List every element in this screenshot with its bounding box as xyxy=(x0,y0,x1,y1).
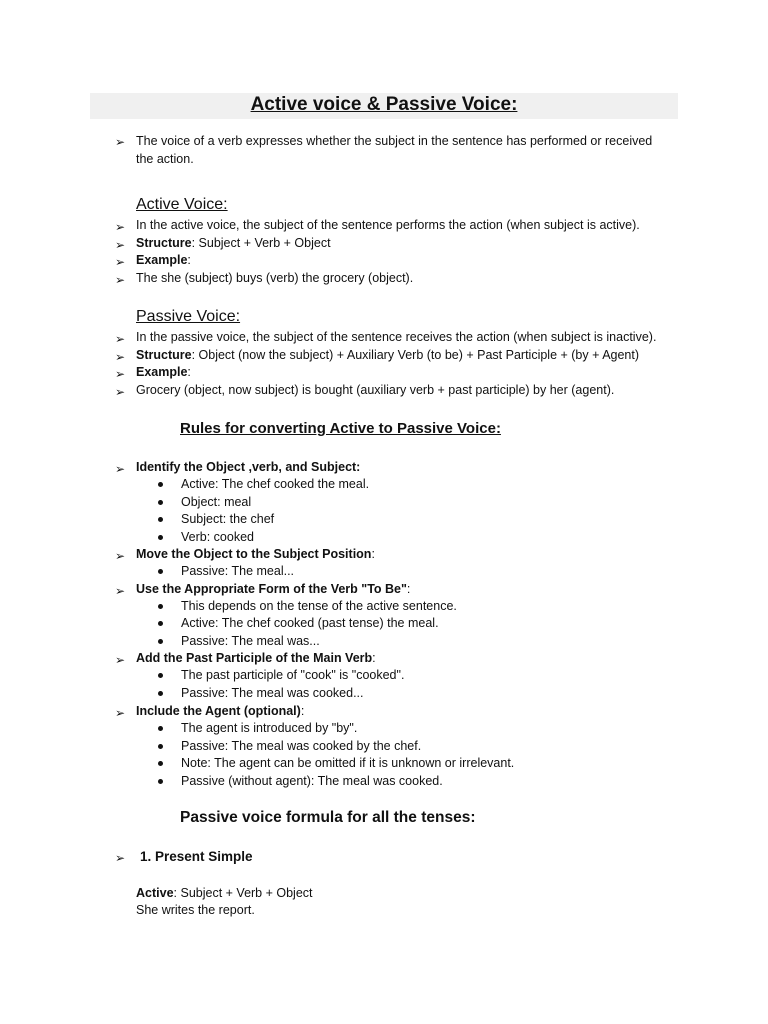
round-bullet-icon xyxy=(158,761,163,766)
arrowhead-bullet-icon: ➢ xyxy=(115,350,126,364)
round-bullet-icon xyxy=(158,482,163,487)
round-bullet-icon xyxy=(158,744,163,749)
formula-heading: Passive voice formula for all the tenses: xyxy=(180,809,476,826)
example-label: Example xyxy=(136,365,188,379)
example-label: Example xyxy=(136,253,188,267)
arrowhead-bullet-icon: ➢ xyxy=(115,273,126,287)
passive-example-label xyxy=(136,365,191,379)
formula-example: She writes the report. xyxy=(136,903,255,917)
structure-label: Structure xyxy=(136,236,192,250)
rule-3-item: This depends on the tense of the active sentence. xyxy=(181,599,457,613)
round-bullet-icon xyxy=(158,621,163,626)
round-bullet-icon xyxy=(158,726,163,731)
arrowhead-bullet-icon: ➢ xyxy=(115,851,126,865)
example-colon: : xyxy=(187,253,191,267)
rule-5-item: Passive (without agent): The meal was cooked. xyxy=(181,774,443,788)
intro-text: The voice of a verb expresses whether the subject in the sentence has performed or received the action. xyxy=(136,134,653,166)
active-example: The she (subject) buys (verb) the grocery (object). xyxy=(136,271,414,285)
passive-voice-heading: Passive Voice: xyxy=(136,308,241,325)
rule-3-label: Use the Appropriate Form of the Verb "To Be": xyxy=(136,582,411,596)
active-structure xyxy=(136,236,331,250)
rule-1-item: Subject: the chef xyxy=(181,512,275,526)
arrowhead-bullet-icon: ➢ xyxy=(115,653,126,667)
arrowhead-bullet-icon: ➢ xyxy=(115,332,126,346)
rules-heading: Rules for converting Active to Passive Voice: xyxy=(180,420,501,437)
example-colon: : xyxy=(187,365,191,379)
passive-example: Grocery (object, now subject) is bought (auxiliary verb + past participle) by her (agent). xyxy=(136,383,615,397)
round-bullet-icon xyxy=(158,569,163,574)
arrowhead-bullet-icon: ➢ xyxy=(115,385,126,399)
arrowhead-bullet-icon: ➢ xyxy=(115,584,126,598)
rule-1-label: Identify the Object ,verb, and Subject: xyxy=(136,460,361,474)
round-bullet-icon xyxy=(158,639,163,644)
round-bullet-icon xyxy=(158,604,163,609)
page-title: Active voice & Passive Voice: xyxy=(250,94,518,115)
structure-text: : Subject + Verb + Object xyxy=(191,236,331,250)
rule-3-item: Active: The chef cooked (past tense) the meal. xyxy=(181,616,439,630)
round-bullet-icon xyxy=(158,673,163,678)
rule-2-item: Passive: The meal... xyxy=(181,564,295,578)
arrowhead-bullet-icon: ➢ xyxy=(115,549,126,563)
rule-1-item: Active: The chef cooked the meal. xyxy=(181,477,370,491)
round-bullet-icon xyxy=(158,535,163,540)
rule-1-item: Object: meal xyxy=(181,495,252,509)
formula-active: Active: Subject + Verb + Object xyxy=(136,886,313,900)
rule-4-item: The past participle of "cook" is "cooked". xyxy=(181,668,405,682)
passive-structure xyxy=(136,348,639,362)
arrowhead-bullet-icon: ➢ xyxy=(115,367,126,381)
structure-text: : Object (now the subject) + Auxiliary Verb (to be) + Past Participle + (by + Agent) xyxy=(191,348,640,362)
rule-5-item: The agent is introduced by "by". xyxy=(181,721,358,735)
active-voice-heading: Active Voice: xyxy=(136,196,228,213)
rule-5-item: Note: The agent can be omitted if it is unknown or irrelevant. xyxy=(181,756,515,770)
arrowhead-bullet-icon: ➢ xyxy=(115,255,126,269)
arrowhead-bullet-icon: ➢ xyxy=(115,220,126,234)
active-example-label xyxy=(136,253,191,267)
round-bullet-icon xyxy=(158,517,163,522)
active-definition: In the active voice, the subject of the sentence performs the action (when subject is active). xyxy=(136,218,640,232)
passive-definition: In the passive voice, the subject of the sentence receives the action (when subject is inactive). xyxy=(136,330,657,344)
arrowhead-bullet-icon: ➢ xyxy=(115,706,126,720)
structure-label: Structure xyxy=(136,348,192,362)
round-bullet-icon xyxy=(158,779,163,784)
round-bullet-icon xyxy=(158,691,163,696)
rule-5-item: Passive: The meal was cooked by the chef. xyxy=(181,739,422,753)
arrowhead-bullet-icon: ➢ xyxy=(115,238,126,252)
rule-2-label: Move the Object to the Subject Position: xyxy=(136,547,375,561)
tense-heading: 1. Present Simple xyxy=(140,849,253,864)
arrowhead-bullet-icon: ➢ xyxy=(115,135,126,149)
rule-4-item: Passive: The meal was cooked... xyxy=(181,686,364,700)
rule-3-item: Passive: The meal was... xyxy=(181,634,320,648)
rule-5-label: Include the Agent (optional): xyxy=(136,704,305,718)
rule-4-label: Add the Past Participle of the Main Verb: xyxy=(136,651,376,665)
arrowhead-bullet-icon: ➢ xyxy=(115,462,126,476)
round-bullet-icon xyxy=(158,500,163,505)
rule-1-item: Verb: cooked xyxy=(181,530,254,544)
